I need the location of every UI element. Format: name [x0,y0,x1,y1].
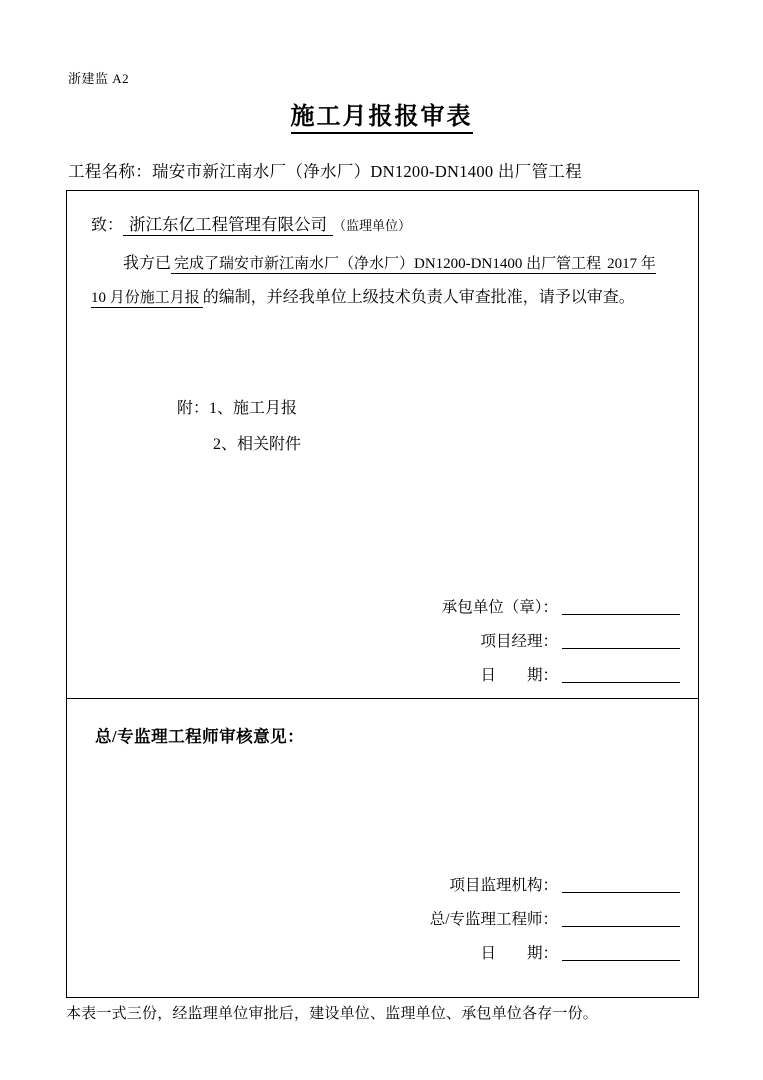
contractor-date-label: 日 期： [480,667,558,684]
contractor-unit-label: 承包单位（章）： [441,599,558,616]
supervisor-org-blank[interactable] [562,892,680,893]
project-manager-blank[interactable] [562,648,680,649]
addressee-line [91,211,411,235]
page-title [0,96,763,131]
supervisor-engineer-label: 总/专监理工程师： [429,911,558,928]
form-code: 浙建监 A2 [68,71,130,86]
addressee-label: 致： [91,217,124,234]
contractor-unit-blank[interactable] [562,614,680,615]
statement-tail: 的编制，并经我单位上级技术负责人审查批准，请予以审查。 [202,289,635,306]
addressee-unit: 浙江东亿工程管理有限公司 [123,215,333,236]
page-title-text: 施工月报报审表 [291,104,473,134]
attachment-list [177,391,301,463]
attachment-item-1: 1、施工月报 [209,400,298,417]
project-name-label: 工程名称： [68,162,152,181]
attachment-prefix: 附： [177,400,210,417]
supervisor-date-row [340,937,680,971]
statement-fill-2: 2017 年 10 月份施工月报 [91,256,656,306]
supervisor-section [67,699,698,997]
contractor-date-row [360,659,680,693]
project-name-value: 瑞安市新江南水厂（净水厂）DN1200-DN1400 出厂管工程 [152,162,582,181]
supervisor-engineer-blank[interactable] [562,926,680,927]
attachment-item-2: 2、相关附件 [213,436,302,453]
supervisor-date-label: 日 期： [480,945,558,962]
statement-paragraph [91,247,674,315]
supervisor-signature-block [340,869,680,971]
contractor-unit-row [360,591,680,625]
supervisor-date-blank[interactable] [562,960,680,961]
supervisor-org-label: 项目监理机构： [449,877,558,894]
contractor-section [67,191,698,699]
supervisor-org-row [340,869,680,903]
statement-lead: 我方已 [123,255,172,272]
form-table [66,190,699,998]
supervisor-engineer-row [340,903,680,937]
project-manager-row [360,625,680,659]
footer-note: 本表一式三份，经监理单位审批后，建设单位、监理单位、承包单位各存一份。 [66,1006,599,1022]
statement-fill-1: 完成了瑞安市新江南水厂（净水厂）DN1200-DN1400 出厂管工程 [171,256,604,274]
contractor-signature-block [360,591,680,693]
addressee-note: （监理单位） [333,218,412,233]
project-manager-label: 项目经理： [480,633,558,650]
opinion-title: 总/专监理工程师审核意见： [95,727,305,746]
project-name-line [68,158,582,182]
attachment-line-2 [213,427,301,463]
attachment-line-1 [177,391,301,427]
contractor-date-blank[interactable] [562,682,680,683]
